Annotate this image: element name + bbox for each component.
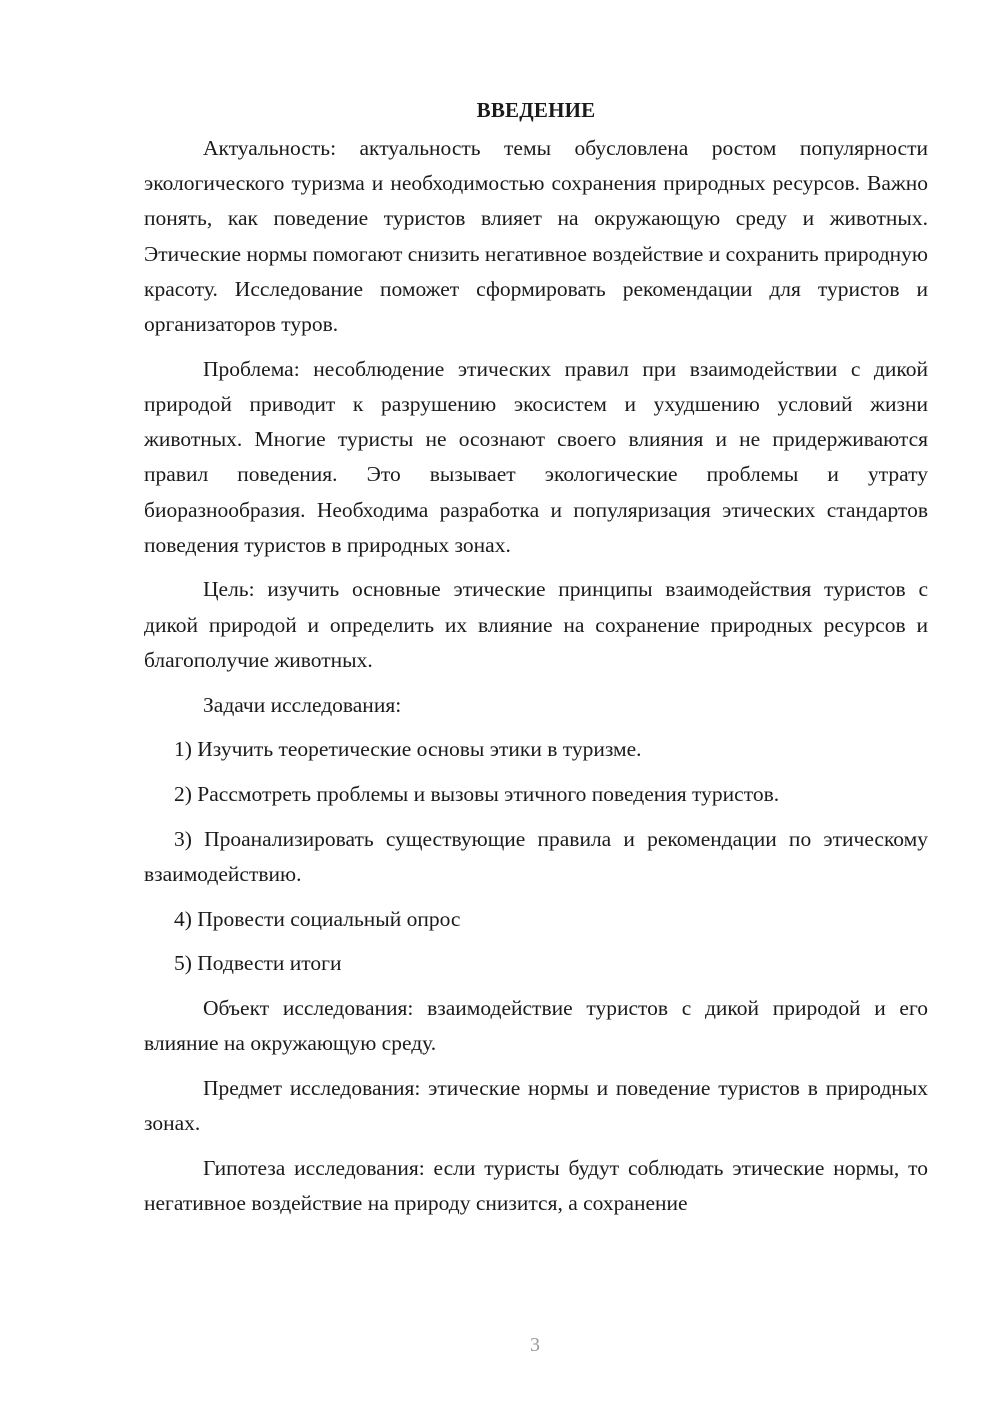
paragraph-object: Объект исследования: взаимодействие туристов с дикой природой и его влияние на окружающую среду. — [144, 995, 928, 1056]
task-item-4: 4) Провести социальный опрос — [174, 906, 461, 931]
paragraph-tasks-heading: Задачи исследования: — [203, 692, 402, 717]
paragraph-goal: Цель: изучить основные этические принципы взаимодействия туристов с дикой природой и определить их влияние на сохранение природных ресурсов и благополучие животных. — [144, 577, 928, 672]
section-title: ВВЕДЕНИЕ — [476, 98, 596, 122]
paragraph-subject: Предмет исследования: этические нормы и поведение туристов в природных зонах. — [144, 1075, 928, 1136]
paragraph-hypothesis: Гипотеза исследования: если туристы будут соблюдать этические нормы, то негативное воздействие на природу снизится, а сохранение — [144, 1155, 928, 1215]
task-item-3: 3) Проанализировать существующие правила и рекомендации по этическому взаимодействию. — [144, 826, 928, 886]
document-page — [144, 92, 928, 1231]
paragraph-relevance: Актуальность: актуальность темы обусловлена ростом популярности экологического туризма и необходимостью сохранения природных ресурсов. Важно понять, как поведение туристов влияет на окружающую среду и животных. Этические нормы помогают снизить негативное воздействие и сохранить природную красоту. Исследование поможет сформировать рекомендации для туристов и организаторов туров. — [144, 136, 928, 337]
paragraph-problem: Проблема: несоблюдение этических правил при взаимодействии с дикой природой приводит к разрушению экосистем и ухудшению условий жизни животных. Многие туристы не осознают своего влияния и не придерживаются правил поведения. Это вызывает экологические проблемы и утрату биоразнообразия. Необходима разработка и популяризация этических стандартов поведения туристов в природных зонах. — [144, 356, 928, 557]
page-number: 3 — [530, 1334, 540, 1356]
task-item-5: 5) Подвести итоги — [174, 951, 342, 976]
task-item-1: 1) Изучить теоретические основы этики в туризме. — [174, 737, 642, 762]
task-item-2: 2) Рассмотреть проблемы и вызовы этичного поведения туристов. — [174, 781, 780, 806]
